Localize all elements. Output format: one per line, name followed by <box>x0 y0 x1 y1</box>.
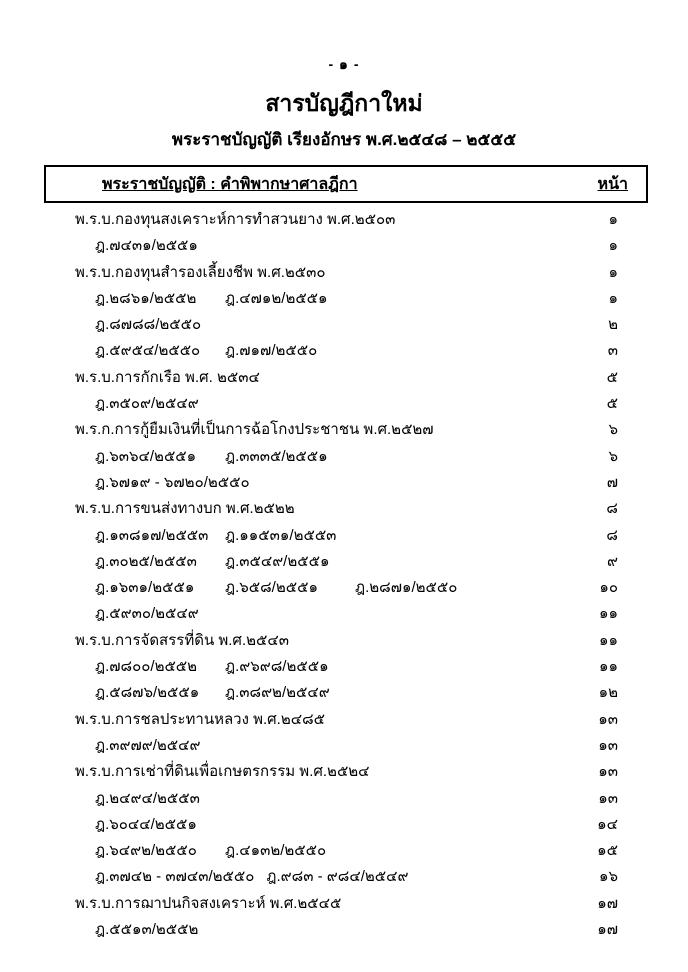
case-citation: ฎ.๓๓๓๕/๒๕๕๑ <box>225 447 328 465</box>
case-citation: ฎ.๖๔๙๒/๒๕๕๐ <box>95 842 197 860</box>
page-ref: ๑๑ <box>598 658 618 676</box>
case-citations <box>75 444 576 468</box>
case-row <box>75 601 618 627</box>
act-title: พ.ร.บ.การขนส่งทางบก พ.ศ.๒๕๒๒ <box>75 500 295 518</box>
page-ref: ๑๗ <box>597 894 618 912</box>
case-citation: ฎ.๕๙๓๐/๒๕๔๙ <box>95 605 199 623</box>
act-title: พ.ร.บ.การฌาปนกิจสงเคราะห์ พ.ศ.๒๕๔๕ <box>75 894 342 912</box>
page-ref: ๑ <box>608 211 618 228</box>
case-row <box>75 733 618 759</box>
case-row <box>75 233 618 259</box>
act-row <box>75 891 618 917</box>
act-title: พ.ร.บ.การจัดสรรที่ดิน พ.ศ.๒๕๔๓ <box>75 631 289 649</box>
case-citation: ฎ.๕๙๕๔/๒๕๕๐ <box>95 342 201 360</box>
table-header-box <box>44 165 648 203</box>
page-ref: ๒ <box>608 316 618 334</box>
case-citation: ฎ.๓๕๐๙/๒๕๔๙ <box>95 395 199 413</box>
page-ref: ๑๑ <box>598 605 618 623</box>
case-row <box>75 786 618 812</box>
case-row <box>75 444 618 470</box>
case-citations <box>75 470 576 494</box>
case-citations <box>75 286 576 310</box>
act-row <box>75 707 618 733</box>
case-row <box>75 391 618 417</box>
case-row <box>75 549 618 575</box>
case-citations <box>75 549 576 573</box>
case-citations <box>75 864 576 888</box>
act-row <box>75 260 618 286</box>
case-citations <box>75 338 576 362</box>
case-citation: ฎ.๖๐๔๔/๒๕๕๑ <box>95 815 197 833</box>
page-ref: ๖ <box>608 421 618 439</box>
act-row <box>75 365 618 391</box>
toc-list <box>75 207 618 943</box>
document-title: สารบัญฎีกาใหม่ <box>265 90 423 116</box>
case-citations <box>75 654 576 678</box>
case-citation: ฎ.๙๘๓ - ๙๘๔/๒๕๔๙ <box>266 868 409 886</box>
page-ref: ๕ <box>606 395 618 413</box>
page-ref: ๑๑ <box>598 631 618 649</box>
case-row <box>75 838 618 864</box>
page-ref: ๑๓ <box>598 763 618 781</box>
act-title: พ.ร.บ.กองทุนสงเคราะห์การทำสวนยาง พ.ศ.๒๕๐๓ <box>75 211 396 228</box>
act-title: พ.ร.บ.การเช่าที่ดินเพื่อเกษตรกรรม พ.ศ.๒๕๒๔ <box>75 763 370 781</box>
case-citations <box>75 233 576 257</box>
page-number: - ๑ - <box>328 56 360 72</box>
case-citations <box>75 812 576 836</box>
page-ref: ๑๖ <box>598 868 618 886</box>
case-citations <box>75 523 576 547</box>
act-row <box>75 496 618 522</box>
case-citation: ฎ.๗๑๗/๒๕๕๐ <box>225 342 318 360</box>
document-subtitle: พระราชบัญญัติ เรียงอักษร พ.ศ.๒๕๔๘ – ๒๕๕๕ <box>171 130 517 149</box>
page-ref: ๑๒ <box>598 684 618 702</box>
case-citations <box>75 312 576 336</box>
case-citations <box>75 575 576 599</box>
page-ref: ๑๗ <box>597 921 618 939</box>
case-citation: ฎ.๖๕๘/๒๕๕๑ <box>225 579 318 597</box>
page-ref: ๖ <box>608 447 618 465</box>
act-title: พ.ร.บ.การกักเรือ พ.ศ. ๒๕๓๔ <box>75 368 260 386</box>
page-ref: ๙ <box>607 552 618 570</box>
case-citation: ฎ.๗๘๐๐/๒๕๕๒ <box>95 658 198 676</box>
case-row <box>75 654 618 680</box>
case-row <box>75 864 618 890</box>
case-citations <box>75 601 576 625</box>
case-citation: ฎ.๘๗๘๘/๒๕๕๐ <box>95 316 202 334</box>
page-ref: ๗ <box>606 473 618 491</box>
case-citation: ฎ.๑๓๘๑๗/๒๕๕๓ <box>95 526 209 544</box>
act-row <box>75 207 618 233</box>
case-citation: ฎ.๓๐๒๕/๒๕๕๓ <box>95 552 197 570</box>
case-citation: ฎ.๒๘๖๑/๒๕๕๒ <box>95 289 197 307</box>
act-row <box>75 417 618 443</box>
case-row <box>75 312 618 338</box>
case-citation: ฎ.๖๗๑๙ - ๖๗๒๐/๒๕๕๐ <box>95 473 250 491</box>
case-citation: ฎ.๔๗๑๒/๒๕๕๑ <box>225 289 328 307</box>
page-ref: ๘ <box>606 500 618 518</box>
column-header-page: หน้า <box>597 175 628 193</box>
page-ref: ๑๔ <box>597 815 618 833</box>
page-ref: ๑๐ <box>599 579 618 597</box>
case-citations <box>75 917 576 941</box>
page-ref: ๘ <box>606 526 618 544</box>
case-citation: ฎ.๒๔๙๔/๒๕๕๓ <box>95 789 200 807</box>
case-citation: ฎ.๙๖๙๘/๒๕๕๑ <box>225 658 329 676</box>
case-row <box>75 286 618 312</box>
act-title: พ.ร.ก.การกู้ยืมเงินที่เป็นการฉ้อโกงประชาชน พ.ศ.๒๕๒๗ <box>75 421 434 439</box>
page-ref: ๑ <box>608 263 618 281</box>
page-ref: ๑๓ <box>598 710 618 728</box>
page-ref: ๑ <box>608 289 618 307</box>
case-citation: ฎ.๗๔๓๑/๒๕๕๑ <box>95 237 198 255</box>
case-row <box>75 812 618 838</box>
case-citations <box>75 786 576 810</box>
case-row <box>75 680 618 706</box>
act-row <box>75 628 618 654</box>
case-citation: ฎ.๑๖๓๑/๒๕๕๑ <box>95 579 195 597</box>
case-citations <box>75 391 576 415</box>
case-row <box>75 917 618 943</box>
act-title: พ.ร.บ.กองทุนสำรองเลี้ยงชีพ พ.ศ.๒๕๓๐ <box>75 263 326 281</box>
case-citation: ฎ.๓๙๗๙/๒๕๔๙ <box>95 736 201 754</box>
case-row <box>75 575 618 601</box>
page-ref: ๑๓ <box>598 789 618 807</box>
case-citation: ฎ.๓๗๔๒ - ๓๗๔๓/๒๕๕๐ <box>95 868 255 886</box>
case-row <box>75 523 618 549</box>
act-title: พ.ร.บ.การชลประทานหลวง พ.ศ.๒๔๘๕ <box>75 710 326 728</box>
page-ref: ๑๓ <box>598 736 618 754</box>
case-row <box>75 338 618 364</box>
page-ref: ๑ <box>608 237 618 255</box>
case-citation: ฎ.๓๘๙๒/๒๕๔๙ <box>225 684 330 702</box>
case-citation: ฎ.๒๘๗๑/๒๕๕๐ <box>355 579 458 597</box>
case-citation: ฎ.๔๑๓๒/๒๕๕๐ <box>225 842 327 860</box>
case-citation: ฎ.๕๕๑๓/๒๕๕๒ <box>95 921 199 939</box>
page-ref: ๑๕ <box>597 842 618 860</box>
case-citation: ฎ.๕๘๗๖/๒๕๕๑ <box>95 684 200 702</box>
case-citation: ฎ.๑๑๕๓๑/๒๕๕๓ <box>225 526 337 544</box>
case-citations <box>75 838 576 862</box>
case-citation: ฎ.๓๕๔๙/๒๕๕๑ <box>225 552 330 570</box>
column-header-acts: พระราชบัญญัติ : คำพิพากษาศาลฎีกา <box>102 175 358 193</box>
case-citations <box>75 680 576 704</box>
case-citations <box>75 733 576 757</box>
page-ref: ๓ <box>607 342 618 360</box>
page-ref: ๕ <box>606 368 618 386</box>
case-row <box>75 470 618 496</box>
act-row <box>75 759 618 785</box>
case-citation: ฎ.๖๓๖๔/๒๕๕๑ <box>95 447 197 465</box>
